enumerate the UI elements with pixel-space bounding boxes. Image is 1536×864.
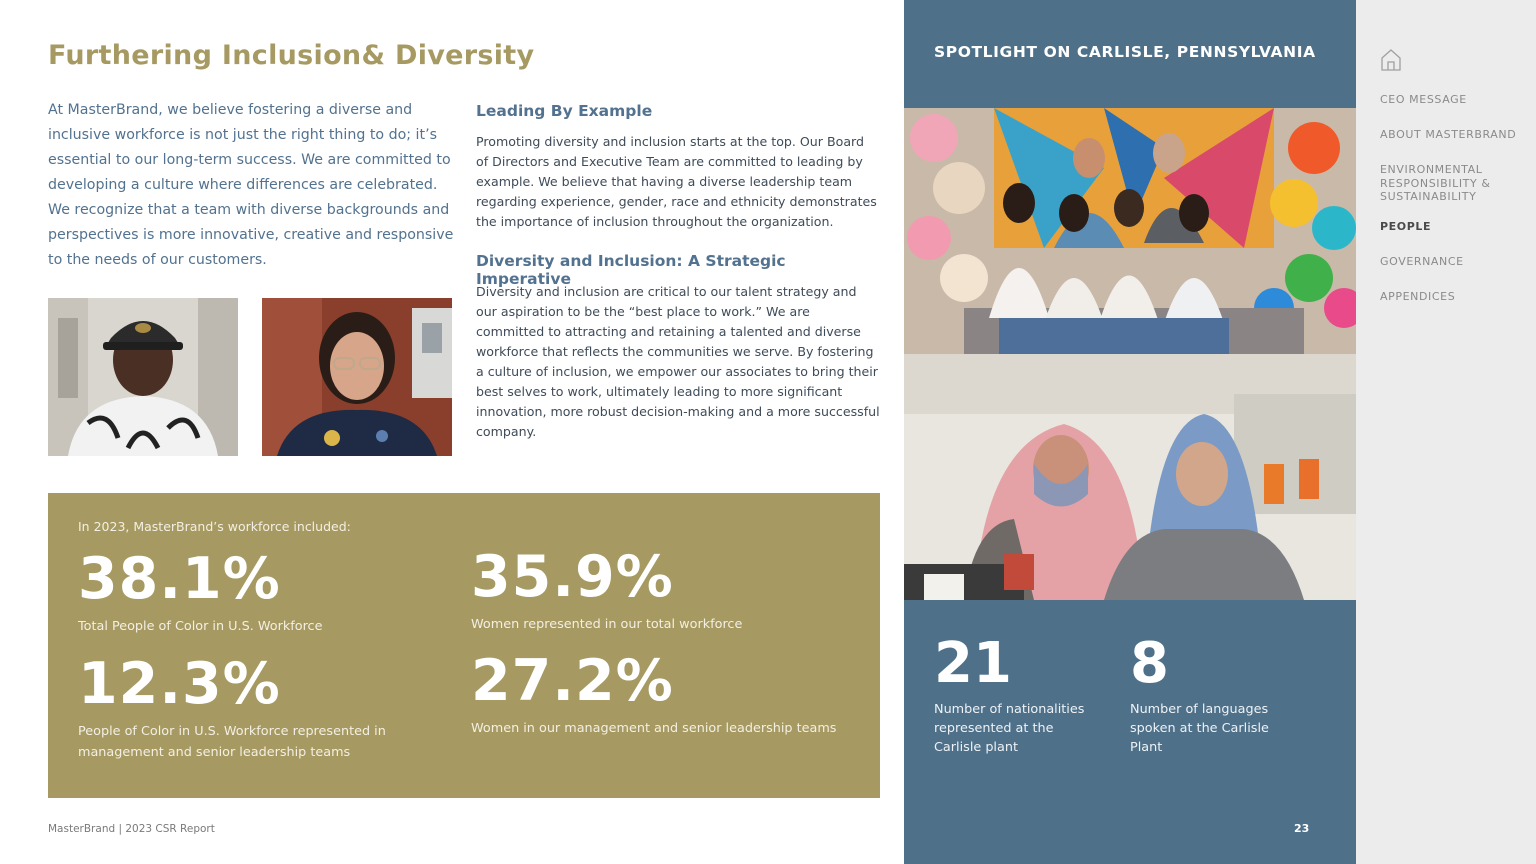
fact-nationalities <box>934 631 1104 757</box>
nav-item-appendices[interactable]: APPENDICES <box>1380 290 1456 303</box>
stat-value: 38.1% <box>78 546 281 612</box>
fact-value: 21 <box>934 631 1012 696</box>
group-photo-celebration <box>904 108 1356 354</box>
stat-poc-leadership <box>78 651 458 763</box>
section-heading-leading: Leading By Example <box>476 102 653 120</box>
stat-people-of-color <box>78 546 458 637</box>
fact-label: Number of languages spoken at the Carlisle Plant <box>1130 702 1269 755</box>
intro-paragraph: At MasterBrand, we believe fostering a diverse and inclusive workforce is not just the right thing to do; it’s essential to our long-term success. We are committed to developing a culture where differences are celebrated. We recognize that a team with diverse backgrounds and perspectives is more innovative, creative and responsive to the needs of our customers. <box>48 102 454 268</box>
home-icon[interactable] <box>1380 48 1402 72</box>
nav-item-ceo-message[interactable]: CEO MESSAGE <box>1380 93 1467 106</box>
section-body-diversity: Diversity and inclusion are critical to our talent strategy and our aspiration to be the “best place to work.” We are committed to attracting and retaining a talented and diverse workforce that reflects the communities we serve. By fostering a culture of inclusion, we empower our associates to bring their best selves to work, ultimately leading to more significant innovation, more robust decision-making and a more successful company. <box>476 284 880 439</box>
fact-label: Number of nationalities represented at the Carlisle plant <box>934 702 1085 755</box>
section-nav <box>1356 0 1536 864</box>
portrait-photo-man <box>48 298 238 456</box>
stat-label: Women in our management and senior leadership teams <box>471 721 837 736</box>
photo-two-women <box>904 354 1356 600</box>
nav-item-people[interactable]: PEOPLE <box>1380 220 1432 233</box>
spotlight-title: SPOTLIGHT ON CARLISLE, PENNSYLVANIA <box>934 43 1316 61</box>
stat-label: Women represented in our total workforce <box>471 617 743 632</box>
fact-languages <box>1130 631 1300 757</box>
footer-report-name: MasterBrand | 2023 CSR Report <box>48 823 215 835</box>
page-number: 23 <box>1294 822 1310 835</box>
stat-value: 12.3% <box>78 651 281 717</box>
fact-value: 8 <box>1130 631 1169 696</box>
nav-item-governance[interactable]: GOVERNANCE <box>1380 255 1464 268</box>
nav-item-about[interactable]: ABOUT MASTERBRAND <box>1380 128 1517 141</box>
nav-item-environmental[interactable]: ENVIRONMENTAL RESPONSIBILITY & SUSTAINABILITY <box>1380 163 1491 203</box>
portrait-photo-woman <box>262 298 452 456</box>
stats-intro: In 2023, MasterBrand’s workforce included: <box>78 519 351 534</box>
page-title: Furthering Inclusion& Diversity <box>48 40 535 71</box>
section-heading-diversity: Diversity and Inclusion: A Strategic Imperative <box>476 252 786 288</box>
stat-label: Total People of Color in U.S. Workforce <box>78 619 323 634</box>
section-body-leading: Promoting diversity and inclusion starts at the top. Our Board of Directors and Executive Team are committed to leading by example. We believe that having a diverse leadership team regarding experience, gender, race and ethnicity demonstrates the importance of inclusion throughout the organization. <box>476 134 877 229</box>
stat-women-leadership <box>471 648 851 739</box>
stat-women-total <box>471 544 851 635</box>
workforce-stats-box <box>48 493 880 798</box>
stat-label: People of Color in U.S. Workforce represented in management and senior leadership teams <box>78 724 386 760</box>
spotlight-panel <box>904 0 1356 864</box>
stat-value: 27.2% <box>471 648 674 714</box>
stat-value: 35.9% <box>471 544 674 610</box>
